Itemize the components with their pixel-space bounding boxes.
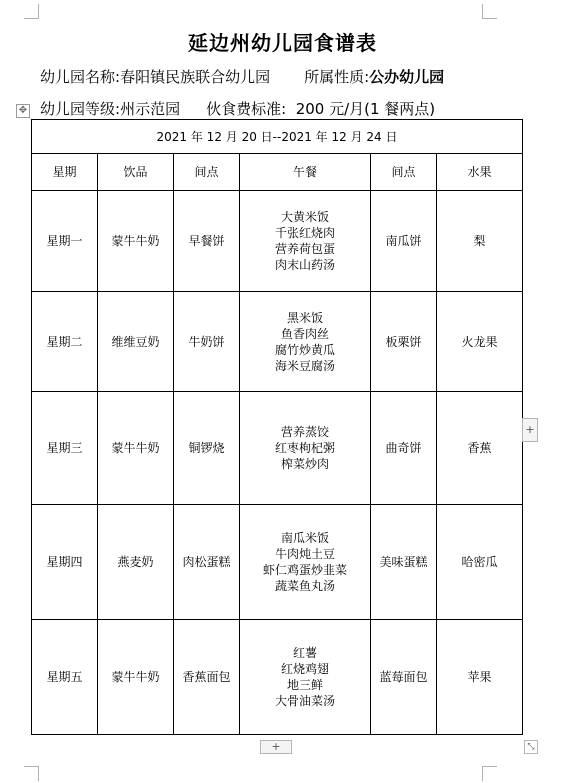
lunch-item: 腐竹炒黄瓜 xyxy=(274,342,335,357)
table-row xyxy=(32,620,523,735)
lunch-item: 营养荷包蛋 xyxy=(274,242,335,256)
lunch-item: 虾仁鸡蛋炒韭菜 xyxy=(262,563,347,577)
name-value: 春阳镇民族联合幼儿园 xyxy=(120,68,271,86)
header-day: 星期 xyxy=(32,154,98,191)
level-value: 州示范园 xyxy=(120,100,181,118)
nature-label: 所属性质: xyxy=(304,68,370,86)
header-snack-1: 间点 xyxy=(174,154,240,191)
cell-day: 星期三 xyxy=(32,392,98,505)
lunch-item: 地三鲜 xyxy=(286,678,323,692)
lunch-item: 红烧鸡翅 xyxy=(280,662,329,676)
lunch-item: 南瓜米饭 xyxy=(280,531,329,545)
cell-drink: 维维豆奶 xyxy=(98,292,174,392)
add-row-button[interactable]: + xyxy=(260,740,292,754)
cell-snack-2: 蓝莓面包 xyxy=(371,620,437,735)
cell-snack-1: 香蕉面包 xyxy=(174,620,240,735)
cell-day: 星期一 xyxy=(32,191,98,292)
lunch-item: 千张红烧肉 xyxy=(274,226,335,240)
header-lunch: 午餐 xyxy=(240,154,371,191)
header-fruit: 水果 xyxy=(437,154,523,191)
page-corner-mark xyxy=(24,4,39,19)
table-row xyxy=(32,505,523,620)
lunch-item: 海米豆腐汤 xyxy=(274,358,335,373)
lunch-item: 蔬菜鱼丸汤 xyxy=(274,579,335,593)
page-corner-mark xyxy=(482,766,497,781)
lunch-item: 大黄米饭 xyxy=(280,210,329,224)
cell-snack-1: 肉松蛋糕 xyxy=(174,505,240,620)
lunch-item: 鱼香肉丝 xyxy=(280,326,329,341)
cell-snack-2: 美味蛋糕 xyxy=(371,505,437,620)
cell-fruit: 香蕉 xyxy=(437,392,523,505)
add-column-button[interactable]: + xyxy=(522,418,538,442)
cell-fruit: 哈密瓜 xyxy=(437,505,523,620)
lunch-item: 大骨油菜汤 xyxy=(274,694,335,708)
cell-lunch xyxy=(240,620,371,735)
table-move-icon[interactable]: ✥ xyxy=(16,104,30,118)
info-line-2 xyxy=(40,98,435,119)
header-snack-2: 间点 xyxy=(371,154,437,191)
cell-drink: 蒙牛牛奶 xyxy=(98,191,174,292)
info-line-1 xyxy=(40,66,444,87)
table-resize-icon[interactable]: ⤡ xyxy=(524,740,538,754)
lunch-item: 牛肉炖土豆 xyxy=(274,547,335,561)
cell-lunch xyxy=(240,191,371,292)
cell-drink: 蒙牛牛奶 xyxy=(98,620,174,735)
cell-snack-1: 牛奶饼 xyxy=(174,292,240,392)
fee-value: 200 元/月(1 餐两点) xyxy=(295,100,436,118)
cell-snack-2: 板栗饼 xyxy=(371,292,437,392)
cell-day: 星期二 xyxy=(32,292,98,392)
nature-value: 公办幼儿园 xyxy=(369,68,445,86)
page-corner-mark xyxy=(482,4,497,19)
page-corner-mark xyxy=(24,766,39,781)
cell-lunch xyxy=(240,392,371,505)
menu-table xyxy=(31,119,523,735)
cell-lunch xyxy=(240,292,371,392)
table-row xyxy=(32,292,523,392)
cell-drink: 燕麦奶 xyxy=(98,505,174,620)
header-drink: 饮品 xyxy=(98,154,174,191)
cell-snack-1: 早餐饼 xyxy=(174,191,240,292)
cell-fruit: 苹果 xyxy=(437,620,523,735)
name-label: 幼儿园名称: xyxy=(40,68,121,86)
lunch-item: 红枣枸杞粥 xyxy=(274,441,335,455)
level-label: 幼儿园等级: xyxy=(40,100,121,118)
lunch-item: 营养蒸饺 xyxy=(280,425,329,439)
fee-label: 伙食费标准: xyxy=(206,100,287,118)
cell-fruit: 梨 xyxy=(437,191,523,292)
cell-day: 星期四 xyxy=(32,505,98,620)
lunch-item: 肉末山药汤 xyxy=(274,258,335,272)
cell-fruit: 火龙果 xyxy=(437,292,523,392)
lunch-item: 红薯 xyxy=(292,646,317,660)
cell-snack-2: 南瓜饼 xyxy=(371,191,437,292)
cell-day: 星期五 xyxy=(32,620,98,735)
cell-snack-1: 铜锣烧 xyxy=(174,392,240,505)
lunch-item: 榨菜炒肉 xyxy=(280,457,329,471)
cell-drink: 蒙牛牛奶 xyxy=(98,392,174,505)
lunch-item: 黑米饭 xyxy=(286,310,323,325)
cell-snack-2: 曲奇饼 xyxy=(371,392,437,505)
page-title: 延边州幼儿园食谱表 xyxy=(188,31,377,55)
date-range: 2021 年 12 月 20 日--2021 年 12 月 24 日 xyxy=(32,120,523,154)
table-row xyxy=(32,392,523,505)
table-row xyxy=(32,191,523,292)
cell-lunch xyxy=(240,505,371,620)
